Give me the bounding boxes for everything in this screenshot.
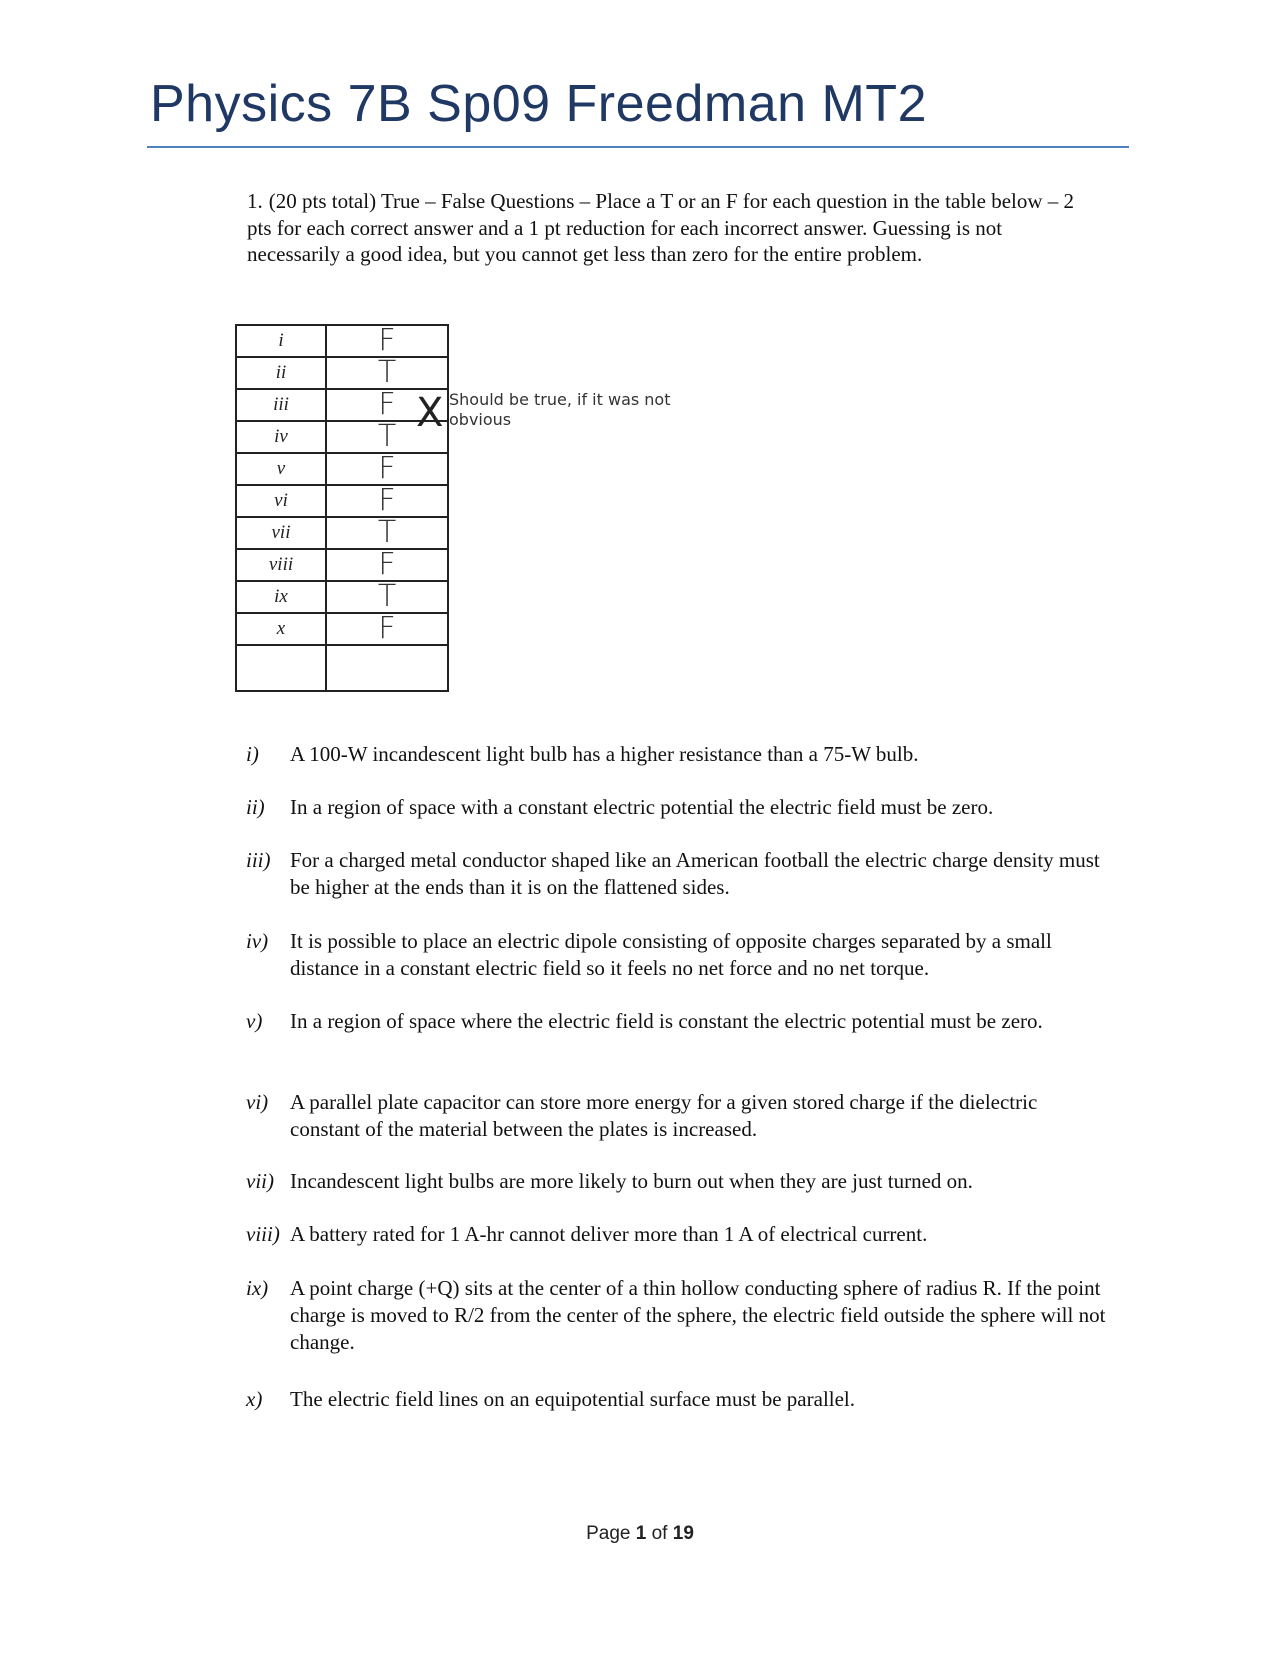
row-label: v	[236, 453, 326, 485]
answer-cell: F	[326, 389, 448, 421]
statement-item	[246, 794, 1106, 821]
answer-cell: F	[326, 549, 448, 581]
answer-cell: F	[326, 485, 448, 517]
page-footer	[0, 1523, 1280, 1545]
statement-text: In a region of space with a constant electric potential the electric field must be zero.	[290, 795, 994, 819]
statement-label: ii)	[246, 795, 265, 819]
table-row	[236, 485, 448, 517]
statement-text: For a charged metal conductor shaped like an American football the electric charge density must be higher at the ends than it is on the flattened sides.	[290, 848, 1100, 899]
statement-label: vi)	[246, 1090, 269, 1114]
table-row	[236, 357, 448, 389]
statement-item	[246, 1386, 1106, 1413]
answer-cell: T	[326, 421, 448, 453]
answer-table	[235, 324, 449, 692]
statement-text: The electric field lines on an equipotential surface must be parallel.	[290, 1387, 856, 1411]
footer-total-pages: 19	[672, 1523, 694, 1544]
row-label: vii	[236, 517, 326, 549]
statement-text: It is possible to place an electric dipole consisting of opposite charges separated by a small distance in a constant electric field so it feels no net force and no net torque.	[290, 929, 1052, 980]
footer-current-page: 1	[635, 1523, 647, 1544]
grader-annotation: Should be true, if it was not obvious	[449, 390, 671, 429]
answer-cell: T	[326, 357, 448, 389]
statement-label: iv)	[246, 929, 269, 953]
title-underline	[147, 146, 1129, 148]
table-row	[236, 613, 448, 645]
row-label: viii	[236, 549, 326, 581]
statement-text: A battery rated for 1 A-hr cannot deliver more than 1 A of electrical current.	[290, 1222, 928, 1246]
row-label: i	[236, 325, 326, 357]
statement-label: iii)	[246, 848, 271, 872]
question-instructions	[247, 188, 1087, 268]
statement-text: A point charge (+Q) sits at the center of a thin hollow conducting sphere of radius R. If the point charge is moved to R/2 from the center of the sphere, the electric field outside the sphere will not change.	[290, 1276, 1106, 1354]
statement-item	[246, 1089, 1106, 1143]
table-row-empty	[236, 645, 448, 691]
row-label: ii	[236, 357, 326, 389]
statement-label: ix)	[246, 1276, 269, 1300]
instructions-text: (20 pts total) True – False Questions – Place a T or an F for each question in the table below – 2 pts for each correct answer and a 1 pt reduction for each incorrect answer. Guessing is not necessarily a good idea, but you cannot get less than zero for the entire problem.	[247, 189, 1075, 266]
statement-item	[246, 741, 1106, 768]
statement-label: v)	[246, 1009, 263, 1033]
statement-item	[246, 1008, 1106, 1035]
answer-cell: F	[326, 453, 448, 485]
statement-label: vii)	[246, 1169, 274, 1193]
grader-x-mark: X	[416, 390, 444, 436]
statement-item	[246, 847, 1106, 901]
statement-text: Incandescent light bulbs are more likely to burn out when they are just turned on.	[290, 1169, 973, 1193]
table-row	[236, 517, 448, 549]
footer-of-word: of	[651, 1523, 668, 1544]
answer-cell: F	[326, 325, 448, 357]
answer-cell: F	[326, 613, 448, 645]
row-label-empty	[236, 645, 326, 691]
statement-label: i)	[246, 742, 259, 766]
statement-text: A 100-W incandescent light bulb has a higher resistance than a 75-W bulb.	[290, 742, 919, 766]
page-title: Physics 7B Sp09 Freedman MT2	[150, 75, 927, 133]
statement-item	[246, 1168, 1106, 1195]
answer-cell-empty	[326, 645, 448, 691]
answer-cell: T	[326, 517, 448, 549]
statement-item	[246, 1275, 1106, 1356]
statement-text: In a region of space where the electric field is constant the electric potential must be zero.	[290, 1009, 1043, 1033]
table-row	[236, 453, 448, 485]
statement-item	[246, 928, 1106, 982]
footer-page-word: Page	[586, 1523, 631, 1544]
row-label: ix	[236, 581, 326, 613]
row-label: iv	[236, 421, 326, 453]
answer-cell: T	[326, 581, 448, 613]
row-label: iii	[236, 389, 326, 421]
statement-label: viii)	[246, 1222, 280, 1246]
statement-label: x)	[246, 1387, 263, 1411]
row-label: x	[236, 613, 326, 645]
question-number: 1.	[247, 189, 263, 213]
row-label: vi	[236, 485, 326, 517]
table-row	[236, 581, 448, 613]
statement-item	[246, 1221, 1106, 1248]
table-row	[236, 549, 448, 581]
table-row	[236, 325, 448, 357]
statement-text: A parallel plate capacitor can store more energy for a given stored charge if the dielectric constant of the material between the plates is increased.	[290, 1090, 1038, 1141]
